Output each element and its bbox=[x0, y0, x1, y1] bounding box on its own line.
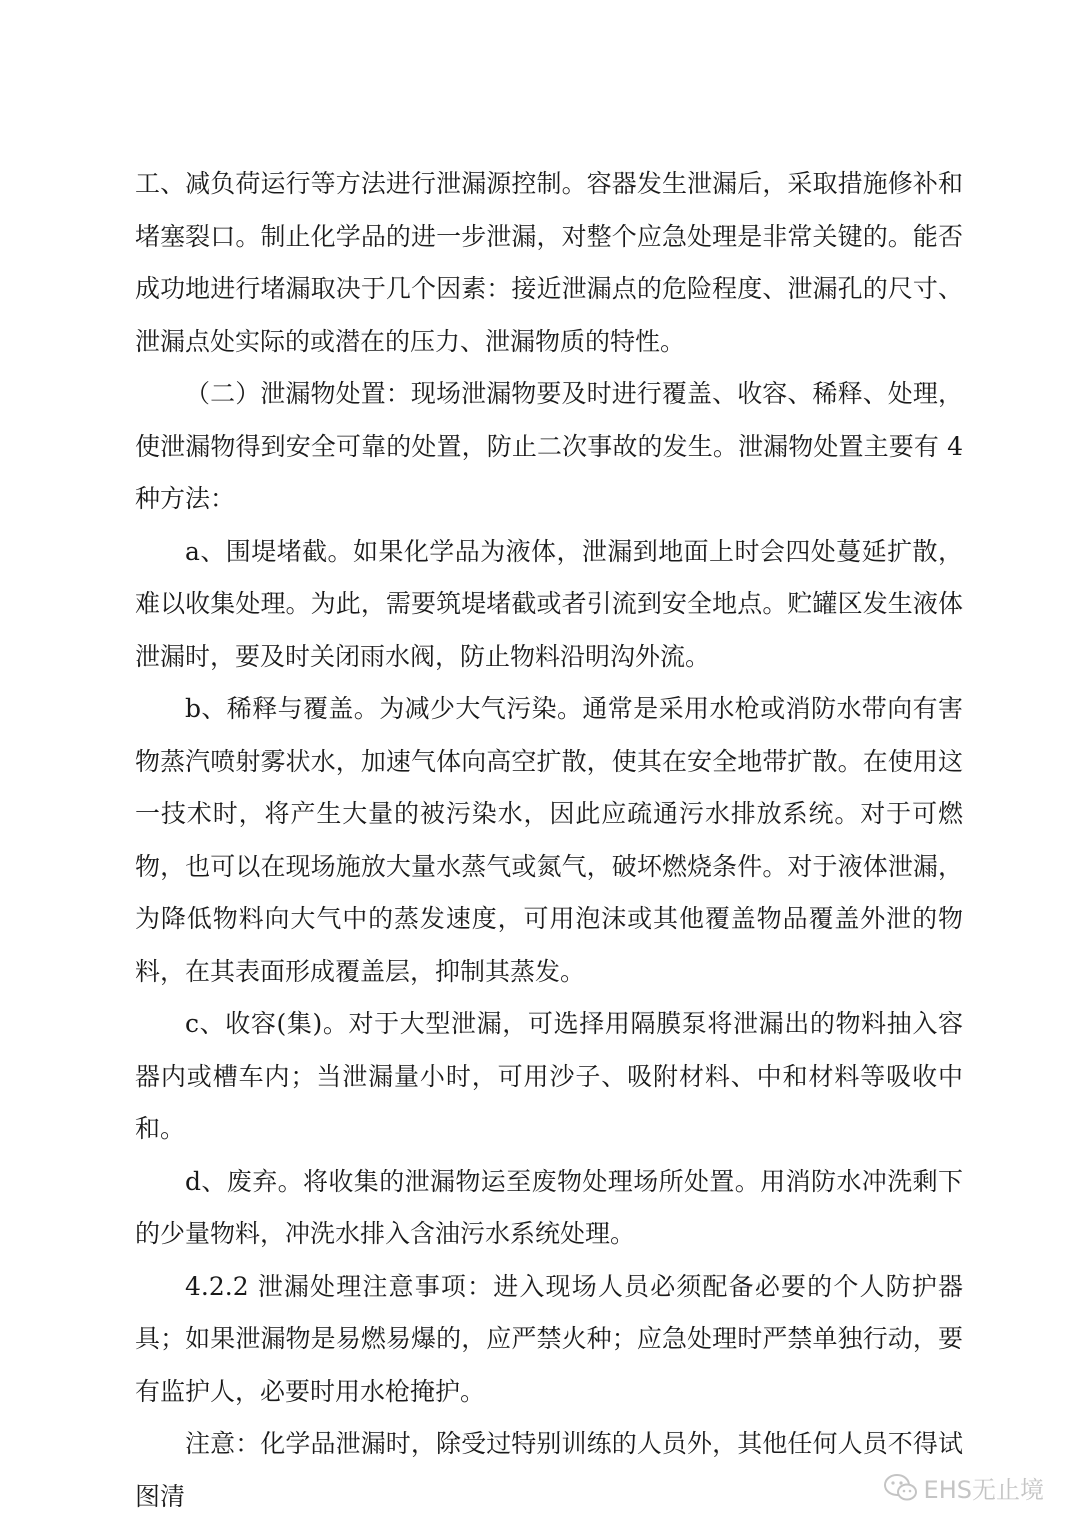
paragraph-4: b、稀释与覆盖。为减少大气污染。通常是采用水枪或消防水带向有害物蒸汽喷射雾状水，加速气体向高空扩散，使其在安全地带扩散。在使用这一技术时，将产生大量的被污染水，因此应疏通污水排放系统。对于可燃物，也可以在现场施放大量水蒸气或氮气，破坏燃烧条件。对于液体泄漏，为降低物料向大气中的蒸发速度，可用泡沫或其他覆盖物品覆盖外泄的物料，在其表面形成覆盖层，抑制其蒸发。 bbox=[135, 694, 963, 986]
paragraph-5: c、收容(集)。对于大型泄漏，可选择用隔膜泵将泄漏出的物料抽入容器内或槽车内；当泄漏量小时，可用沙子、吸附材料、中和材料等吸收中和。 bbox=[135, 1009, 963, 1143]
paragraph-3: a、围堤堵截。如果化学品为液体，泄漏到地面上时会四处蔓延扩散，难以收集处理。为此，需要筑堤堵截或者引流到安全地点。贮罐区发生液体泄漏时，要及时关闭雨水阀，防止物料沿明沟外流。 bbox=[135, 536, 963, 671]
watermark-text: EHS无止境 bbox=[923, 1476, 1044, 1504]
document-body bbox=[135, 158, 963, 1523]
paragraph-7: 4.2.2 泄漏处理注意事项：进入现场人员必须配备必要的个人防护器具；如果泄漏物是易燃易爆的，应严禁火种；应急处理时严禁单独行动，要有监护人，必要时用水枪掩护。 bbox=[135, 1271, 963, 1406]
paragraph-6: d、废弃。将收集的泄漏物运至废物处理场所处置。用消防水冲洗剩下的少量物料，冲洗水排入含油污水系统处理。 bbox=[135, 1166, 963, 1248]
wechat-icon bbox=[884, 1473, 918, 1503]
watermark bbox=[884, 1470, 1044, 1505]
paragraph-8: 注意：化学品泄漏时，除受过特别训练的人员外，其他任何人员不得试图清 bbox=[135, 1429, 963, 1511]
paragraph-1: 工、减负荷运行等方法进行泄漏源控制。容器发生泄漏后，采取措施修补和堵塞裂口。制止化学品的进一步泄漏，对整个应急处理是非常关键的。能否成功地进行堵漏取决于几个因素：接近泄漏点的危险程度、泄漏孔的尺寸、泄漏点处实际的或潜在的压力、泄漏物质的特性。 bbox=[135, 169, 963, 356]
paragraph-2: （二）泄漏物处置：现场泄漏物要及时进行覆盖、收容、稀释、处理，使泄漏物得到安全可靠的处置，防止二次事故的发生。泄漏物处置主要有 4 种方法： bbox=[135, 379, 963, 513]
